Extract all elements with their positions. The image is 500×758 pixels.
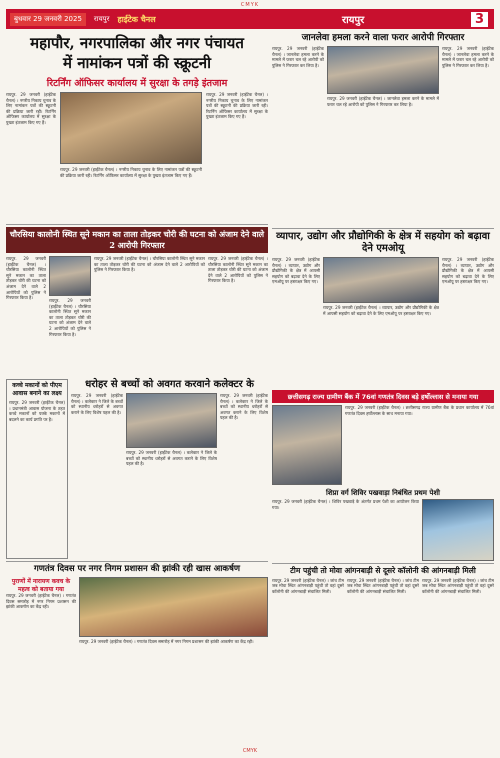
ship-headline: शिप्रा वर्ग शिविर पखवाड़ा निबंधित प्रथम पेशी	[326, 488, 440, 497]
heritage-body-col2: रायपुर. 29 जनवरी (हाईटेक चैनल) । कलेक्टर ने जिले के बच्चों को स्थानीय धरोहरों से अवगत कराने के लिए विशेष पहल की है।	[126, 450, 217, 467]
side-box-housing	[6, 379, 68, 559]
arrest-body-col2: रायपुर. 29 जनवरी (हाईटेक चैनल) । जानलेवा हमला करने के मामले में फरार चल रहे आरोपी को पुलिस ने गिरफ्तार कर लिया है।	[327, 96, 439, 107]
lead-body-col3: रायपुर. 29 जनवरी (हाईटेक चैनल) । नगरीय निकाय चुनाव के लिए नामांकन पत्रों की स्क्रूटनी की प्रक्रिया जारी रही। रिटर्निंग ऑफिसर कार्यालय में सुरक्षा के पुख्ता इंतजाम किए गए हैं।	[206, 92, 268, 120]
section-title: रायपुर	[342, 15, 365, 26]
left-column	[6, 33, 268, 722]
ship-photo	[422, 499, 494, 561]
ship-body: रायपुर. 29 जनवरी (हाईटेक चैनल) । शिविर पखवाड़े के अंतर्गत प्रथम पेशी का आयोजन किया गया।	[272, 499, 419, 510]
anganwadi-body-col2: रायपुर. 29 जनवरी (हाईटेक चैनल) । जांच टीम जब मोवा स्थित आंगनबाड़ी पहुंची तो वहां दूसरे कॉलोनी की आंगनबाड़ी संचालित मिली।	[347, 577, 419, 594]
bank-photo	[272, 405, 342, 485]
heritage-headline: धरोहर से बच्चों को अवगत करवाने कलेक्टर के	[85, 379, 254, 390]
republic-headline: गणतंत्र दिवस पर नगर निगम प्रशासन की झांकी रही खास आकर्षण	[33, 564, 241, 574]
theft-body-col3: रायपुर. 29 जनवरी (हाईटेक चैनल) । चौरसिया कालोनी स्थित सूने मकान का ताला तोड़कर चोरी की घटना को अंजाम देने वाले 2 आरोपियों को पुलिस ने गिरफ्तार किया है।	[94, 256, 205, 273]
issue-date: बुधवार 29 जनवरी 2025	[10, 13, 86, 26]
arrest-photo	[327, 46, 439, 94]
lead-photo	[60, 92, 202, 164]
theft-body-col1: रायपुर. 29 जनवरी (हाईटेक चैनल) । चौरसिया कालोनी स्थित सूने मकान का ताला तोड़कर चोरी की घटना को अंजाम देने वाले 2 आरोपियों को पुलिस ने गिरफ्तार किया है।	[6, 256, 46, 301]
theft-body-col2: रायपुर. 29 जनवरी (हाईटेक चैनल) । चौरसिया कालोनी स्थित सूने मकान का ताला तोड़कर चोरी की घटना को अंजाम देने वाले 2 आरोपियों को पुलिस ने गिरफ्तार किया है।	[49, 298, 91, 337]
heritage-body-col3: रायपुर. 29 जनवरी (हाईटेक चैनल) । कलेक्टर ने जिले के बच्चों को स्थानीय धरोहरों से अवगत कराने के लिए विशेष पहल की है।	[220, 393, 268, 421]
arrest-body-col1: रायपुर. 29 जनवरी (हाईटेक चैनल) । जानलेवा हमला करने के मामले में फरार चल रहे आरोपी को पुलिस ने गिरफ्तार कर लिया है।	[272, 46, 324, 68]
header-right	[336, 9, 494, 29]
anganwadi-body-col1: रायपुर. 29 जनवरी (हाईटेक चैनल) । जांच टीम जब मोवा स्थित आंगनबाड़ी पहुंची तो वहां दूसरे कॉलोनी की आंगनबाड़ी संचालित मिली।	[272, 577, 344, 594]
lead-headline-1: महापौर, नगरपालिका और नगर पंचायत	[30, 34, 244, 52]
lead-subhead: रिटर्निंग ऑफिसर कार्यालय में सुरक्षा के तगड़े इंतजाम	[46, 78, 228, 89]
mou-body-col1: रायपुर. 29 जनवरी (हाईटेक चैनल) । व्यापार, उद्योग और प्रौद्योगिकी के क्षेत्र में आपसी सहयोग को बढ़ावा देने के लिए एमओयू पर हस्ताक्षर किए गए।	[272, 257, 320, 285]
heritage-photo	[126, 393, 217, 448]
cmyk-marker: CMYK	[240, 2, 260, 8]
bank-headline: छत्तीसगढ़ राज्य ग्रामीण बैंक में 76वां गणतंत्र दिवस बड़े हर्षोल्लास से मनाया गया	[272, 390, 494, 403]
newspaper-brand: हाईटेक चैनल	[117, 14, 156, 24]
anganwadi-body-col3: रायपुर. 29 जनवरी (हाईटेक चैनल) । जांच टीम जब मोवा स्थित आंगनबाड़ी पहुंची तो वहां दूसरे कॉलोनी की आंगनबाड़ी संचालित मिली।	[422, 577, 494, 594]
page-header	[6, 9, 494, 29]
republic-side-body: रायपुर. 29 जनवरी (हाईटेक चैनल) । गणतंत्र दिवस समारोह में नगर निगम प्रशासन की झांकी आकर्षण का केंद्र रही।	[6, 593, 76, 610]
mou-photo	[323, 257, 439, 303]
theft-photo	[49, 256, 91, 296]
divider-3	[272, 228, 494, 229]
divider-4	[272, 563, 494, 564]
republic-body: रायपुर. 29 जनवरी (हाईटेक चैनल) । गणतंत्र दिवस समारोह में नगर निगम प्रशासन की झांकी आकर्षण का केंद्र रही।	[79, 639, 254, 644]
arrest-body-col3: रायपुर. 29 जनवरी (हाईटेक चैनल) । जानलेवा हमला करने के मामले में फरार चल रहे आरोपी को पुलिस ने गिरफ्तार कर लिया है।	[442, 46, 494, 68]
mou-body-col2: रायपुर. 29 जनवरी (हाईटेक चैनल) । व्यापार, उद्योग और प्रौद्योगिकी के क्षेत्र में आपसी सहयोग को बढ़ावा देने के लिए एमओयू पर हस्ताक्षर किए गए।	[323, 305, 439, 316]
heritage-body-col1: रायपुर. 29 जनवरी (हाईटेक चैनल) । कलेक्टर ने जिले के बच्चों को स्थानीय धरोहरों से अवगत कराने के लिए विशेष पहल की है।	[71, 393, 123, 415]
lead-body-col1: रायपुर. 29 जनवरी (हाईटेक चैनल) । नगरीय निकाय चुनाव के लिए नामांकन पत्रों की स्क्रूटनी की प्रक्रिया जारी रही। रिटर्निंग ऑफिसर कार्यालय में सुरक्षा के पुख्ता इंतजाम किए गए हैं।	[6, 92, 56, 125]
divider-2	[6, 561, 268, 562]
arrest-headline: जानलेवा हमला करने वाला फरार आरोपी गिरफ्तार	[301, 33, 465, 43]
lead-body-col2: रायपुर. 29 जनवरी (हाईटेक चैनल) । नगरीय निकाय चुनाव के लिए नामांकन पत्रों की स्क्रूटनी की प्रक्रिया जारी रही। रिटर्निंग ऑफिसर कार्यालय में सुरक्षा के पुख्ता इंतजाम किए गए हैं।	[60, 167, 202, 178]
anganwadi-headline: टीम पहुंची तो मोवा आंगनबाड़ी से दूसरे कॉलोनी की आंगनबाड़ी मिली	[290, 566, 476, 575]
side-box-housing-headline: कच्चे मकानों को पीएम आवास बनाने का लक्ष्य	[12, 382, 62, 397]
theft-headline: चौरसिया कालोनी स्थित सूने मकान का ताला तोड़कर चोरी की घटना को अंजाम देने वाले 2 आरोपी गिरफ्तार	[6, 227, 268, 253]
republic-side-headline: पुराणों में नारायण कवच के महत्व को बताया गया	[11, 578, 71, 593]
header-city: रायपुर	[93, 14, 110, 23]
header-left	[6, 9, 336, 29]
mou-headline: व्यापार, उद्योग और प्रौद्योगिकी के क्षेत्र में सहयोग को बढ़ावा देने एमओयू	[276, 231, 490, 254]
page-number: 3	[471, 12, 488, 27]
lead-headline-2: में नामांकन पत्रों की स्क्रूटनी	[63, 54, 211, 72]
side-box-housing-body: रायपुर. 29 जनवरी (हाईटेक चैनल) । प्रधानमंत्री आवास योजना के तहत कच्चे मकानों को पक्के मकानों में बदलने का कार्य प्रगति पर है।	[9, 400, 65, 422]
mou-body-col3: रायपुर. 29 जनवरी (हाईटेक चैनल) । व्यापार, उद्योग और प्रौद्योगिकी के क्षेत्र में आपसी सहयोग को बढ़ावा देने के लिए एमओयू पर हस्ताक्षर किए गए।	[442, 257, 494, 285]
theft-body-col4: रायपुर. 29 जनवरी (हाईटेक चैनल) । चौरसिया कालोनी स्थित सूने मकान का ताला तोड़कर चोरी की घटना को अंजाम देने वाले 2 आरोपियों को पुलिस ने गिरफ्तार किया है।	[208, 256, 268, 284]
republic-photo	[79, 577, 268, 637]
right-column	[272, 33, 494, 708]
divider	[6, 224, 268, 225]
republic-side	[6, 577, 76, 722]
bank-body: रायपुर. 29 जनवरी (हाईटेक चैनल) । छत्तीसगढ़ राज्य ग्रामीण बैंक के प्रधान कार्यालय में 76वां गणतंत्र दिवस हर्षोल्लास के साथ मनाया गया।	[345, 405, 494, 416]
footer-cmyk: CMYK	[242, 748, 258, 754]
